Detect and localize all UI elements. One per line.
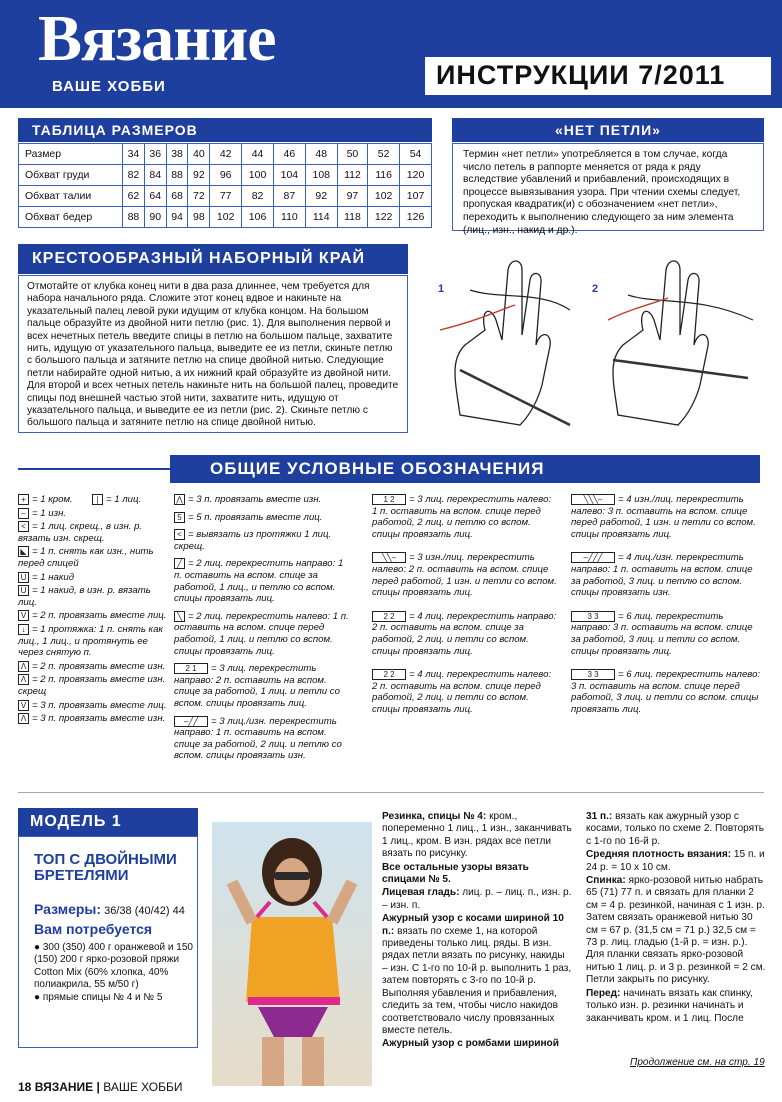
size-cell: 46	[273, 144, 305, 165]
size-cell: 52	[368, 144, 400, 165]
instruction-paragraph	[586, 811, 766, 848]
legend-item	[18, 546, 168, 569]
size-row	[19, 165, 432, 186]
instruction-text: 15 п. и 24 р. = 10 х 10 см.	[586, 849, 765, 873]
no-loop-text: Термин «нет петли» употребляется в том случае, когда число петель в раппорте меняется от ряда к ряду вследствие убавлений и прибавлений, происходящих в процессе вывязывания узора. При чтении схемы следует, пропуская квадратик(и) с обозначением «нет петли», переходить к выполнению следующего за ним элемента (лиц., изн., накид и др.).	[452, 143, 764, 231]
figure-2-label: 2	[592, 283, 599, 295]
instruction-text: начинать вязать как спинку, только изн. р. резинки начинать и заканчивать кром. и 1 лиц. После	[586, 987, 753, 1024]
size-cell: 88	[166, 165, 188, 186]
legend-item	[18, 700, 168, 712]
model-photo	[212, 822, 372, 1086]
legend-column-1	[18, 494, 168, 727]
size-cell: 84	[144, 165, 166, 186]
instruction-paragraph	[382, 811, 572, 861]
size-cell: 77	[210, 186, 242, 207]
size-cell: 126	[400, 207, 432, 228]
stitch-symbol-icon: ╲	[174, 611, 185, 622]
issue-title: ИНСТРУКЦИИ 7/2011	[436, 60, 726, 90]
magazine-logo: Вязание	[38, 2, 276, 75]
instruction-heading: Спинка:	[586, 875, 626, 887]
material-item: ● прямые спицы № 4 и № 5	[34, 991, 163, 1003]
legend-item-text: = 2 п. провязать вместе лиц.	[32, 610, 167, 622]
legend-item-text: = 3 изн./лиц. перекрестить налево: 2 п. оставить на вспом. спице перед работой, 1 изн. и петли со вспом. спицы провязать лиц.	[372, 552, 557, 599]
instruction-paragraph	[586, 849, 766, 874]
legend-item	[372, 611, 557, 657]
legend-item	[92, 494, 162, 506]
legend-item	[174, 663, 352, 709]
legend-item	[18, 521, 168, 544]
legend-item-text: = 6 лиц. перекрестить направо: 3 п. оставить на вспом. спице за работой, 3 лиц. и петли со вспом. спицы провязать лиц.	[571, 610, 753, 657]
size-cell: 38	[166, 144, 188, 165]
legend-item-text: = 3 п. провязать вместе лиц.	[32, 699, 167, 711]
size-cell: 97	[337, 186, 368, 207]
size-cell: 42	[210, 144, 242, 165]
legend-column-3	[372, 494, 557, 728]
materials-heading: Вам потребуется	[34, 921, 153, 937]
legend-item	[18, 674, 168, 697]
stitch-symbol-icon: ╲╲╲–	[571, 494, 615, 505]
legend-item-text: = 3 лиц./изн. перекрестить направо: 1 п. оставить на вспом. спице за работой, 2 лиц. и петлю со вспом. спицы провязать изн.	[174, 715, 342, 762]
legend-item-text: = вывязать из протяжки 1 лиц. скрещ.	[174, 529, 332, 552]
instruction-text: вязать по схеме 1, на которой приведены только лиц. ряды. В изн. рядах петли вязать по рисунку, накиды – изн. С 1-го по 10-й р. выполнить 1 раз, затем повторять с 3-го по 10-й р. Выполняя убавления и прибавления, следить за тем, чтобы число накидов соответствовало числу провязанных вместе петель.	[382, 925, 572, 1036]
legend-rule	[18, 468, 170, 470]
stitch-symbol-icon: Λ	[18, 661, 29, 672]
stitch-symbol-icon: ↓	[18, 624, 29, 635]
legend-item-text: = 1 накид	[32, 571, 75, 583]
instruction-heading: Ажурный узор с ромбами шириной	[382, 1038, 559, 1050]
legend-item-text: = 4 лиц. перекрестить направо: 2 п. оставить на вспом. спице за работой, 2 лиц. и петли со вспом. спицы провязать лиц.	[372, 610, 557, 657]
legend-item	[174, 512, 352, 524]
legend-item-text: = 1 п. снять как изн., нить перед спицей	[18, 546, 154, 569]
legend-item-text: = 3 п. провязать вместе изн.	[188, 494, 322, 505]
instruction-paragraph	[586, 875, 766, 987]
size-cell: 44	[242, 144, 274, 165]
size-cell: 122	[368, 207, 400, 228]
instruction-heading: Все остальные узоры вязать спицами № 5.	[382, 861, 529, 886]
legend-item	[174, 494, 352, 506]
stitch-symbol-icon: Λ	[18, 713, 29, 724]
legend-item-text: = 4 изн./лиц. перекрестить налево: 3 п. оставить на вспом. спице перед работой, 1 изн. и петли со вспом. спицы провязать лиц.	[571, 494, 756, 540]
legend-item-text: = 1 кром.	[32, 494, 73, 505]
instruction-heading: Ажурный узор с косами шириной 10 п.:	[382, 913, 564, 937]
size-row-label: Обхват бедер	[19, 207, 123, 228]
stitch-symbol-icon: ⋀	[174, 494, 185, 505]
instruction-heading: Резинка, спицы № 4:	[382, 811, 487, 822]
stitch-symbol-icon: 2 2	[372, 611, 406, 622]
instruction-paragraph	[382, 1038, 572, 1050]
model-name: ТОП С ДВОЙНЫМИ БРЕТЕЛЯМИ	[34, 851, 177, 884]
legend-item	[571, 611, 763, 657]
stitch-symbol-icon: 1 2	[372, 494, 406, 505]
legend-item	[18, 713, 168, 725]
instruction-paragraph	[382, 887, 572, 912]
size-cell: 64	[144, 186, 166, 207]
legend-item	[174, 716, 352, 762]
size-cell: 82	[123, 165, 145, 186]
stitch-symbol-icon: ╱	[174, 558, 185, 569]
size-cell: 88	[123, 207, 145, 228]
size-cell: 54	[400, 144, 432, 165]
stitch-symbol-icon: 2 1	[174, 663, 208, 674]
instruction-text: вязать как ажурный узор с косами, только по схеме 2. Повторять с 1-го по 16-й р.	[586, 811, 765, 847]
material-item: ● 300 (350) 400 г оранжевой и 150 (150) 200 г ярко-розовой пряжи Cotton Mix (60% хлопка, 40% полиакрила, 55 м/50 г)	[34, 942, 193, 991]
size-table-title: ТАБЛИЦА РАЗМЕРОВ	[18, 118, 432, 142]
size-cell: 36	[144, 144, 166, 165]
legend-item-text: = 1 лиц.	[106, 494, 142, 505]
size-cell: 82	[242, 186, 274, 207]
size-row-label: Обхват груди	[19, 165, 123, 186]
instruction-heading: Средняя плотность вязания:	[586, 849, 732, 861]
size-row-label: Обхват талии	[19, 186, 123, 207]
legend-item-text: = 1 накид, в изн. р. вязать лиц.	[18, 585, 151, 608]
instruction-text: кром., попеременно 1 лиц., 1 изн., заканчивать 1 лиц., кром. В изн. рядах все петли вязать по рисунку.	[382, 811, 572, 860]
legend-item	[18, 585, 168, 608]
instructions-column-1	[382, 811, 572, 1052]
size-row	[19, 186, 432, 207]
stitch-symbol-icon: –	[18, 508, 29, 519]
size-cell: 87	[273, 186, 305, 207]
size-cell: 106	[242, 207, 274, 228]
size-cell: 110	[273, 207, 305, 228]
stitch-symbol-icon: V	[18, 610, 29, 621]
size-cell: 92	[305, 186, 337, 207]
stitch-symbol-icon: <	[18, 521, 29, 532]
legend-column-2	[174, 494, 352, 768]
legend-item-text: = 2 п. провязать вместе изн.	[32, 660, 166, 672]
size-cell: 34	[123, 144, 145, 165]
legend-item-text: = 1 лиц. скрещ., в изн. р. вязать изн. скрещ.	[18, 521, 143, 544]
legend-item	[18, 624, 168, 659]
materials-list	[34, 942, 194, 1004]
size-cell: 90	[144, 207, 166, 228]
stitch-symbol-icon: 3 3	[571, 611, 615, 622]
cross-edge-text: Отмотайте от клубка конец нити в два раза длиннее, чем требуется для набора начального ряда. Сложите этот конец вдвое и накиньте на указательный палец левой руки идущим от клубка концом. На большом пальце образуйте из двойной нити петлю (рис. 1). Для выполнения первой и всех нечетных петель введите спицы в петлю на большом пальце, захватите нить, идущую от указательного пальца, выведите ее из петли, скиньте петлю с большого пальца и затяните петлю на спице двойной нитью. Следующие петли набирайте одной нитью, а их нижний край образуйте из двойной нити. Для второй и всех четных петель накиньте нить на большой палец, проведите спицы под внешней частью этой нити, захватите нить, идущую от указательного пальца, и выведите ее из петли (рис. 2). Скиньте петлю с большого пальца и затяните петлю на спице двойной нитью.	[18, 275, 408, 433]
magazine-subtitle: ВАШЕ ХОББИ	[52, 78, 166, 95]
stitch-symbol-icon: –╱╱╱	[571, 552, 615, 563]
hand-figure-1	[430, 250, 580, 430]
legend-item	[571, 552, 763, 598]
stitch-symbol-icon: +	[18, 494, 29, 505]
size-cell: 68	[166, 186, 188, 207]
legend-item-text: = 1 изн.	[32, 507, 67, 519]
size-cell: 108	[305, 165, 337, 186]
continued-note[interactable]: Продолжение см. на стр. 19	[630, 1057, 765, 1068]
size-row	[19, 207, 432, 228]
size-cell: 114	[305, 207, 337, 228]
model-sizes: Размеры: 36/38 (40/42) 44	[34, 901, 185, 917]
masthead	[0, 0, 782, 108]
size-row-label: Размер	[19, 144, 123, 165]
size-cell: 107	[400, 186, 432, 207]
hand-figure-2	[588, 250, 758, 430]
stitch-symbol-icon: 5	[174, 512, 185, 523]
legend-item	[372, 494, 557, 540]
legend-item	[18, 572, 168, 584]
legend-item-text: = 6 лиц. перекрестить налево: 3 п. оставить на вспом. спице перед работой, 3 лиц. и петли со вспом. спицы провязать лиц.	[571, 669, 761, 715]
size-cell: 98	[188, 207, 210, 228]
size-cell: 72	[188, 186, 210, 207]
figure-1-label: 1	[438, 283, 445, 295]
size-cell: 102	[368, 186, 400, 207]
stitch-symbol-icon: Λ	[18, 674, 29, 685]
stitch-symbol-icon: U	[18, 572, 29, 583]
stitch-symbol-icon: V	[18, 700, 29, 711]
no-loop-title: «НЕТ ПЕТЛИ»	[452, 118, 764, 142]
size-cell: 100	[242, 165, 274, 186]
knit-symbol: |	[92, 494, 103, 505]
legend-item	[174, 611, 352, 657]
legend-item	[571, 494, 763, 540]
legend-item-text: = 3 лиц. перекрестить налево: 1 п. оставить на вспом. спице перед работой, 2 лиц. и петлю со вспом. спицы провязать лиц.	[372, 494, 552, 540]
legend-item-text: = 5 п. провязать вместе лиц.	[188, 511, 323, 523]
size-cell: 116	[368, 165, 400, 186]
size-cell: 118	[337, 207, 368, 228]
size-cell: 50	[337, 144, 368, 165]
legend-item-text: = 2 лиц. перекрестить направо: 1 п. оставить на вспом. спице за работой, 1 лиц., и петлю со вспом. спицы провязать лиц.	[174, 558, 344, 605]
stitch-symbol-icon: 2 2	[372, 669, 406, 680]
legend-column-4	[571, 494, 763, 728]
instruction-paragraph	[382, 862, 572, 887]
legend-item	[571, 669, 763, 715]
legend-item	[174, 558, 352, 604]
legend-item	[372, 669, 557, 715]
stitch-symbol-icon: ╲╲–	[372, 552, 406, 563]
stitch-symbol-icon: 3 3	[571, 669, 615, 680]
instruction-text: ярко-розовой нитью набрать 65 (71) 77 п. и связать для планки 2 см = 4 р. резинкой, начиная с 1 изн. р. Затем связать оранжевой нитью 30 см = 67 р. (31,5 см = 71 р.) 32,5 см = 73 р. лиц. гладью (1-й р. = изн. р.). Для планки связать ярко-розовой нитью 1 лиц. р. и 3 р. резинкой = 2 см. Петли закрыть по рисунку.	[586, 875, 766, 986]
legend-item	[18, 508, 168, 520]
size-cell: 96	[210, 165, 242, 186]
stitch-symbol-icon: –╱╱	[174, 716, 208, 727]
instruction-heading: Лицевая гладь:	[382, 887, 460, 899]
legend-item-text: = 4 лиц. перекрестить налево: 2 п. оставить на вспом. спице перед работой, 2 лиц. и петли со вспом. спицы провязать лиц.	[372, 669, 552, 715]
size-cell: 112	[337, 165, 368, 186]
size-cell: 92	[188, 165, 210, 186]
instruction-heading: 31 п.:	[586, 811, 613, 822]
size-row	[19, 144, 432, 165]
legend-item-text: = 3 п. провязать вместе изн.	[32, 713, 166, 725]
size-cell: 104	[273, 165, 305, 186]
stitch-symbol-icon: U	[18, 585, 29, 596]
legend-item-text: = 2 п. провязать вместе изн. скрещ	[18, 674, 166, 697]
stitch-symbol-icon: ◣	[18, 546, 29, 557]
legend-item-text: = 3 лиц. перекрестить направо: 2 п. оставить на вспом. спице за работой, 1 лиц. и петли со вспом. спицы провязать лиц.	[174, 663, 340, 709]
instruction-text: лиц. р. – лиц. п., изн. р. – изн. п.	[382, 887, 572, 911]
legend-item-text: = 4 лиц./изн. перекрестить направо: 1 п. оставить на вспом. спице за работой, 3 лиц. и петлю со вспом. спицы провязать изн.	[571, 552, 753, 599]
legend-item-text: = 1 протяжка: 1 п. снять как лиц., 1 лиц., и протянуть ее через снятую п.	[18, 623, 163, 659]
instruction-paragraph	[382, 913, 572, 1037]
size-cell: 40	[188, 144, 210, 165]
instruction-paragraph	[586, 988, 766, 1025]
legend-item	[372, 552, 557, 598]
legend-item	[18, 661, 168, 673]
legend-item	[18, 610, 168, 622]
size-cell: 120	[400, 165, 432, 186]
instructions-column-2	[586, 811, 766, 1026]
cross-edge-title: КРЕСТООБРАЗНЫЙ НАБОРНЫЙ КРАЙ	[18, 244, 408, 274]
instruction-heading: Перед:	[586, 987, 621, 999]
size-cell: 62	[123, 186, 145, 207]
size-cell: 94	[166, 207, 188, 228]
legend-title: ОБЩИЕ УСЛОВНЫЕ ОБОЗНАЧЕНИЯ	[170, 455, 760, 483]
stitch-symbol-icon: <	[174, 529, 185, 540]
page-footer: 18 ВЯЗАНИЕ | ВАШЕ ХОББИ	[18, 1080, 183, 1094]
size-cell: 48	[305, 144, 337, 165]
size-table	[18, 143, 432, 228]
section-divider	[18, 792, 764, 793]
size-cell: 102	[210, 207, 242, 228]
model-title: МОДЕЛЬ 1	[18, 808, 198, 836]
legend-item-text: = 2 лиц. перекрестить налево: 1 п. оставить на вспом. спице перед работой, 1 лиц. и петлю со вспом. спицы провязать лиц.	[174, 610, 349, 657]
legend-item	[174, 529, 352, 552]
